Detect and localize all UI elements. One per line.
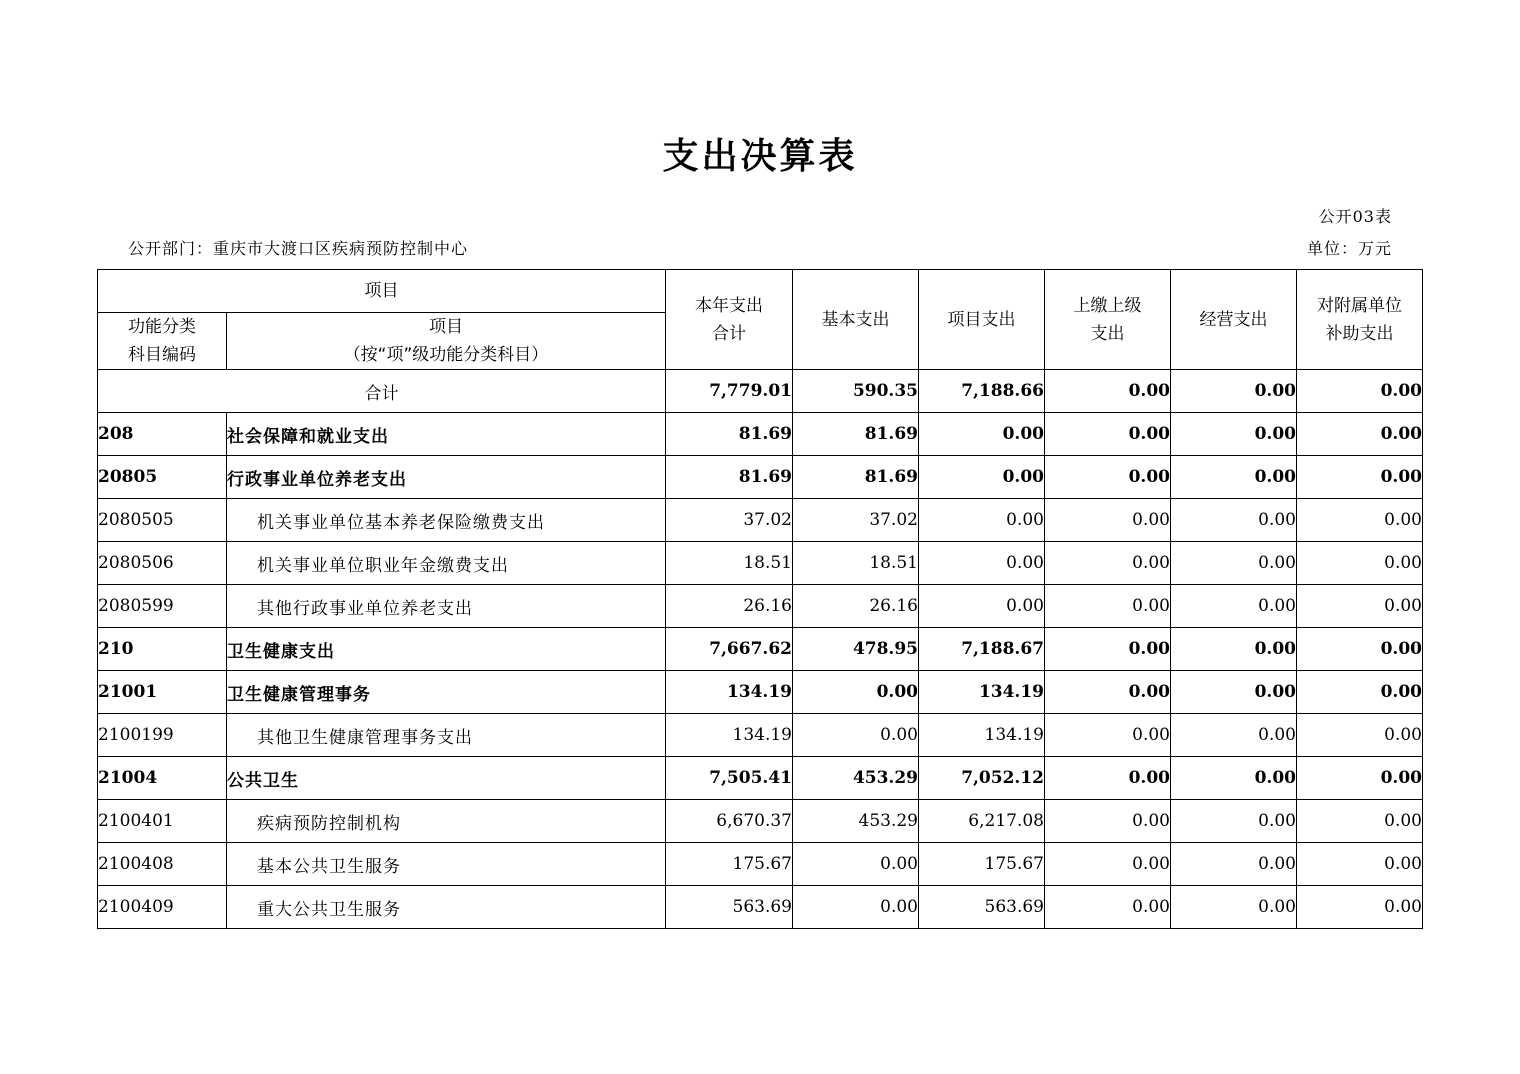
row-upper: 0.00 [1045,886,1171,929]
header-upper [1045,270,1171,370]
row-business: 0.00 [1171,800,1297,843]
row-upper: 0.00 [1045,714,1171,757]
row-basic: 26.16 [793,585,919,628]
table-row [98,800,1423,843]
row-project: 0.00 [919,542,1045,585]
row-upper: 0.00 [1045,671,1171,714]
row-total: 134.19 [666,714,793,757]
row-subsidy: 0.00 [1297,628,1423,671]
row-subsidy: 0.00 [1297,757,1423,800]
row-basic: 0.00 [793,714,919,757]
row-subsidy: 0.00 [1297,456,1423,499]
row-code: 2080506 [98,542,227,585]
row-upper: 0.00 [1045,585,1171,628]
row-basic: 81.69 [793,413,919,456]
row-total: 37.02 [666,499,793,542]
row-code: 2100409 [98,886,227,929]
row-basic: 453.29 [793,757,919,800]
row-total: 81.69 [666,413,793,456]
table-row [98,886,1423,929]
row-code: 210 [98,628,227,671]
header-item [227,313,666,370]
table-body [98,370,1423,929]
row-code: 20805 [98,456,227,499]
row-subsidy: 0.00 [1297,800,1423,843]
row-code: 2100401 [98,800,227,843]
total-cell-upper: 0.00 [1045,370,1171,413]
header-code-line1: 功能分类 [128,317,196,337]
row-name: 机关事业单位基本养老保险缴费支出 [227,499,666,542]
row-business: 0.00 [1171,843,1297,886]
row-code: 2100199 [98,714,227,757]
row-upper: 0.00 [1045,800,1171,843]
row-upper: 0.00 [1045,843,1171,886]
row-name: 其他行政事业单位养老支出 [227,585,666,628]
row-total: 6,670.37 [666,800,793,843]
row-code: 2080505 [98,499,227,542]
form-number: 公开03表 [1318,207,1392,226]
header-item-group: 项目 [98,270,666,313]
total-cell-project: 7,188.66 [919,370,1045,413]
row-business: 0.00 [1171,413,1297,456]
row-business: 0.00 [1171,628,1297,671]
row-upper: 0.00 [1045,413,1171,456]
header-subsidy-line2: 补助支出 [1325,323,1394,344]
row-upper: 0.00 [1045,628,1171,671]
row-business: 0.00 [1171,671,1297,714]
row-total: 7,505.41 [666,757,793,800]
row-project: 0.00 [919,499,1045,542]
row-name: 疾病预防控制机构 [227,800,666,843]
row-business: 0.00 [1171,757,1297,800]
row-upper: 0.00 [1045,499,1171,542]
row-name: 重大公共卫生服务 [227,886,666,929]
row-upper: 0.00 [1045,757,1171,800]
table-row [98,628,1423,671]
header-item-line1: 项目 [429,317,463,337]
row-project: 6,217.08 [919,800,1045,843]
row-name: 其他卫生健康管理事务支出 [227,714,666,757]
row-subsidy: 0.00 [1297,886,1423,929]
total-cell-total: 7,779.01 [666,370,793,413]
row-total: 81.69 [666,456,793,499]
table-row [98,585,1423,628]
row-name: 机关事业单位职业年金缴费支出 [227,542,666,585]
row-business: 0.00 [1171,585,1297,628]
row-subsidy: 0.00 [1297,585,1423,628]
row-total: 26.16 [666,585,793,628]
row-project: 0.00 [919,413,1045,456]
row-basic: 18.51 [793,542,919,585]
row-name: 卫生健康支出 [227,628,666,671]
header-upper-line2: 支出 [1090,323,1125,344]
row-business: 0.00 [1171,456,1297,499]
table-row [98,671,1423,714]
total-row [98,370,1423,413]
page-title: 支出决算表 [662,136,858,177]
header-code-line2: 科目编码 [128,345,196,365]
row-name: 卫生健康管理事务 [227,671,666,714]
total-cell-subsidy: 0.00 [1297,370,1423,413]
row-basic: 81.69 [793,456,919,499]
row-project: 7,052.12 [919,757,1045,800]
header-total-line1: 本年支出 [695,295,763,316]
row-project: 563.69 [919,886,1045,929]
table-row [98,714,1423,757]
total-cell-business: 0.00 [1171,370,1297,413]
header-item-line2: （按“项”级功能分类科目） [343,345,549,365]
header-code [98,313,227,370]
row-business: 0.00 [1171,886,1297,929]
row-total: 563.69 [666,886,793,929]
row-basic: 0.00 [793,671,919,714]
row-code: 21001 [98,671,227,714]
row-basic: 478.95 [793,628,919,671]
row-basic: 0.00 [793,886,919,929]
row-subsidy: 0.00 [1297,671,1423,714]
row-project: 7,188.67 [919,628,1045,671]
row-business: 0.00 [1171,499,1297,542]
row-name: 社会保障和就业支出 [227,413,666,456]
header-basic: 基本支出 [793,270,919,370]
row-basic: 37.02 [793,499,919,542]
row-name: 行政事业单位养老支出 [227,456,666,499]
row-subsidy: 0.00 [1297,499,1423,542]
header-subsidy-line1: 对附属单位 [1317,295,1402,316]
row-total: 18.51 [666,542,793,585]
header-project: 项目支出 [919,270,1045,370]
row-code: 21004 [98,757,227,800]
table-row [98,413,1423,456]
row-code: 2080599 [98,585,227,628]
row-project: 134.19 [919,671,1045,714]
row-project: 0.00 [919,585,1045,628]
header-subsidy [1297,270,1423,370]
unit-label: 单位：万元 [1306,239,1392,258]
row-business: 0.00 [1171,714,1297,757]
table-row [98,843,1423,886]
table-row [98,499,1423,542]
table-row [98,542,1423,585]
header-business: 经营支出 [1171,270,1297,370]
row-subsidy: 0.00 [1297,843,1423,886]
row-subsidy: 0.00 [1297,714,1423,757]
department-label: 公开部门：重庆市大渡口区疾病预防控制中心 [128,239,469,258]
row-total: 175.67 [666,843,793,886]
row-basic: 453.29 [793,800,919,843]
table-row [98,757,1423,800]
total-label: 合计 [98,370,666,413]
row-name: 公共卫生 [227,757,666,800]
row-name: 基本公共卫生服务 [227,843,666,886]
row-total: 134.19 [666,671,793,714]
row-subsidy: 0.00 [1297,542,1423,585]
row-total: 7,667.62 [666,628,793,671]
row-business: 0.00 [1171,542,1297,585]
row-basic: 0.00 [793,843,919,886]
row-subsidy: 0.00 [1297,413,1423,456]
expenditure-table [97,269,1423,929]
row-project: 0.00 [919,456,1045,499]
header-total-line2: 合计 [712,323,746,344]
row-code: 2100408 [98,843,227,886]
header-upper-line1: 上缴上级 [1073,295,1142,316]
row-project: 134.19 [919,714,1045,757]
header-total [666,270,793,370]
row-upper: 0.00 [1045,542,1171,585]
total-cell-basic: 590.35 [793,370,919,413]
row-code: 208 [98,413,227,456]
row-project: 175.67 [919,843,1045,886]
table-row [98,456,1423,499]
row-upper: 0.00 [1045,456,1171,499]
